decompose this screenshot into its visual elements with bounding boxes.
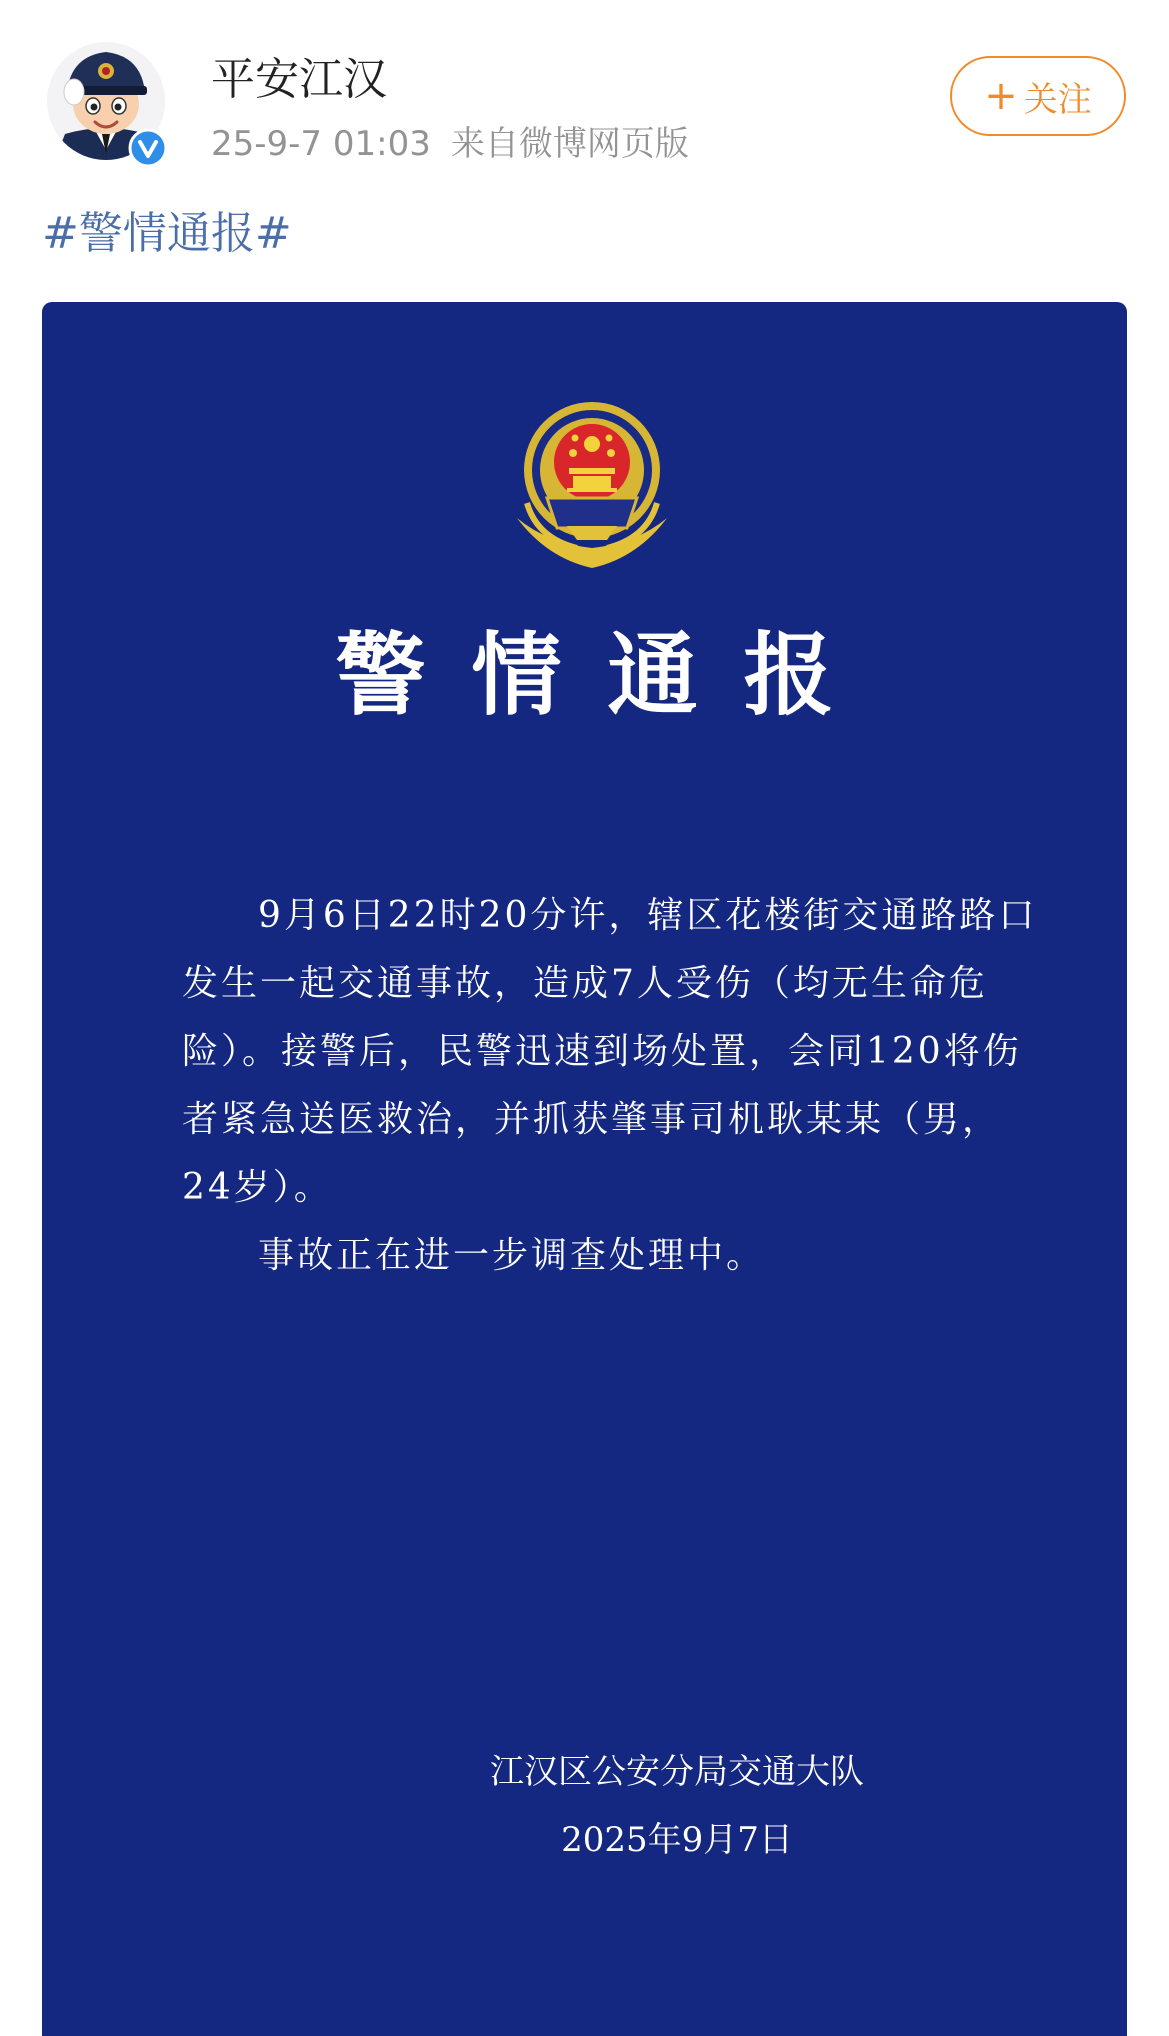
notice-paragraph-1: 9月6日22时20分许，辖区花楼街交通路路口发生一起交通事故，造成7人受伤（均无生命危险）。接警后，民警迅速到场处置，会同120将伤者紧急送医救治，并抓获肇事司机耿某某（男，24岁）。 xyxy=(182,895,1038,1208)
post-source: 来自微博网页版 xyxy=(450,124,689,164)
verified-badge-icon xyxy=(128,128,168,168)
notice-body xyxy=(182,882,1052,1290)
author-name[interactable]: 平安江汉 xyxy=(211,54,387,105)
post-meta xyxy=(211,120,689,168)
police-emblem xyxy=(507,398,677,573)
follow-button[interactable] xyxy=(950,56,1126,136)
post-time[interactable]: 25-9-7 01:03 xyxy=(211,124,431,164)
notice-issuer: 江汉区公安分局交通大队 xyxy=(490,1752,864,1792)
hashtag-link[interactable]: #警情通报# xyxy=(42,208,292,259)
notice-image[interactable] xyxy=(42,302,1127,2036)
follow-label: 关注 xyxy=(1023,79,1092,120)
notice-paragraph-2: 事故正在进一步调查处理中。 xyxy=(258,1235,766,1276)
plus-icon: + xyxy=(984,73,1018,119)
notice-date: 2025年9月7日 xyxy=(561,1820,793,1860)
notice-title: 警情通报 xyxy=(335,622,880,728)
notice-signature xyxy=(482,1738,872,1874)
